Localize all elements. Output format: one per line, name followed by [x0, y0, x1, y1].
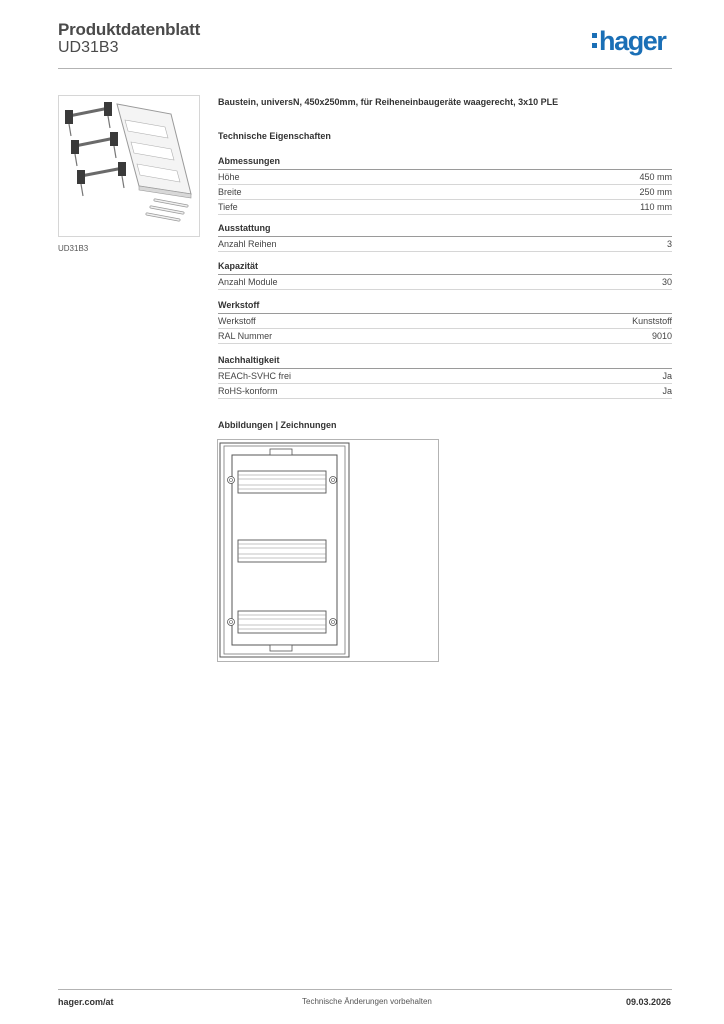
spec-label: Anzahl Reihen — [218, 239, 277, 249]
drawings-heading: Abbildungen | Zeichnungen — [218, 420, 337, 430]
product-code: UD31B3 — [58, 39, 119, 56]
section-title: Werkstoff — [218, 300, 672, 314]
spec-value: Ja — [662, 386, 672, 396]
spec-row — [218, 275, 672, 290]
section-sustainability — [218, 355, 672, 399]
section-material — [218, 300, 672, 344]
spec-value: 9010 — [651, 331, 672, 341]
spec-label: Werkstoff — [218, 316, 256, 326]
spec-row — [218, 384, 672, 399]
spec-value: 3 — [666, 239, 672, 249]
spec-row — [218, 185, 672, 200]
product-photo — [58, 95, 200, 237]
page-title: Produktdatenblatt — [58, 20, 201, 39]
spec-label: Anzahl Module — [218, 277, 278, 287]
spec-label: RAL Nummer — [218, 331, 273, 341]
footer-divider — [58, 989, 672, 990]
spec-label: RoHS-konform — [218, 386, 278, 396]
spec-value: Ja — [662, 371, 672, 381]
product-description: Baustein, universN, 450x250mm, für Reiheneinbaugeräte waagerecht, 3x10 PLE — [218, 97, 559, 107]
spec-value: 110 mm — [640, 202, 672, 212]
spec-value: 450 mm — [639, 172, 672, 182]
technical-drawing-illustration — [218, 440, 438, 661]
spec-label: Breite — [218, 187, 242, 197]
section-equipment — [218, 223, 672, 252]
spec-row — [218, 237, 672, 252]
header-divider — [58, 68, 672, 69]
footer-note: Technische Änderungen vorbehalten — [302, 997, 432, 1006]
product-photo-illustration — [59, 96, 199, 236]
section-title: Kapazität — [218, 261, 672, 275]
photo-caption: UD31B3 — [58, 244, 89, 253]
tech-properties-heading: Technische Eigenschaften — [218, 131, 331, 141]
spec-value: 250 mm — [639, 187, 672, 197]
section-dimensions — [218, 156, 672, 215]
hager-logo — [592, 28, 666, 55]
spec-row — [218, 314, 672, 329]
spec-value: 30 — [661, 277, 672, 287]
spec-label: Tiefe — [218, 202, 238, 212]
spec-row — [218, 329, 672, 344]
spec-value: Kunststoff — [632, 316, 672, 326]
spec-row — [218, 369, 672, 384]
section-title: Abmessungen — [218, 156, 672, 170]
technical-drawing — [217, 439, 439, 662]
footer-date: 09.03.2026 — [626, 997, 672, 1007]
spec-row — [218, 200, 672, 215]
logo-text: hager — [599, 26, 666, 56]
spec-label: Höhe — [218, 172, 240, 182]
section-title: Nachhaltigkeit — [218, 355, 672, 369]
footer-website-link[interactable]: hager.com/at — [58, 997, 114, 1007]
spec-row — [218, 170, 672, 185]
section-title: Ausstattung — [218, 223, 672, 237]
spec-label: REACh-SVHC frei — [218, 371, 292, 381]
section-capacity — [218, 261, 672, 290]
logo-colon-icon — [592, 28, 597, 48]
